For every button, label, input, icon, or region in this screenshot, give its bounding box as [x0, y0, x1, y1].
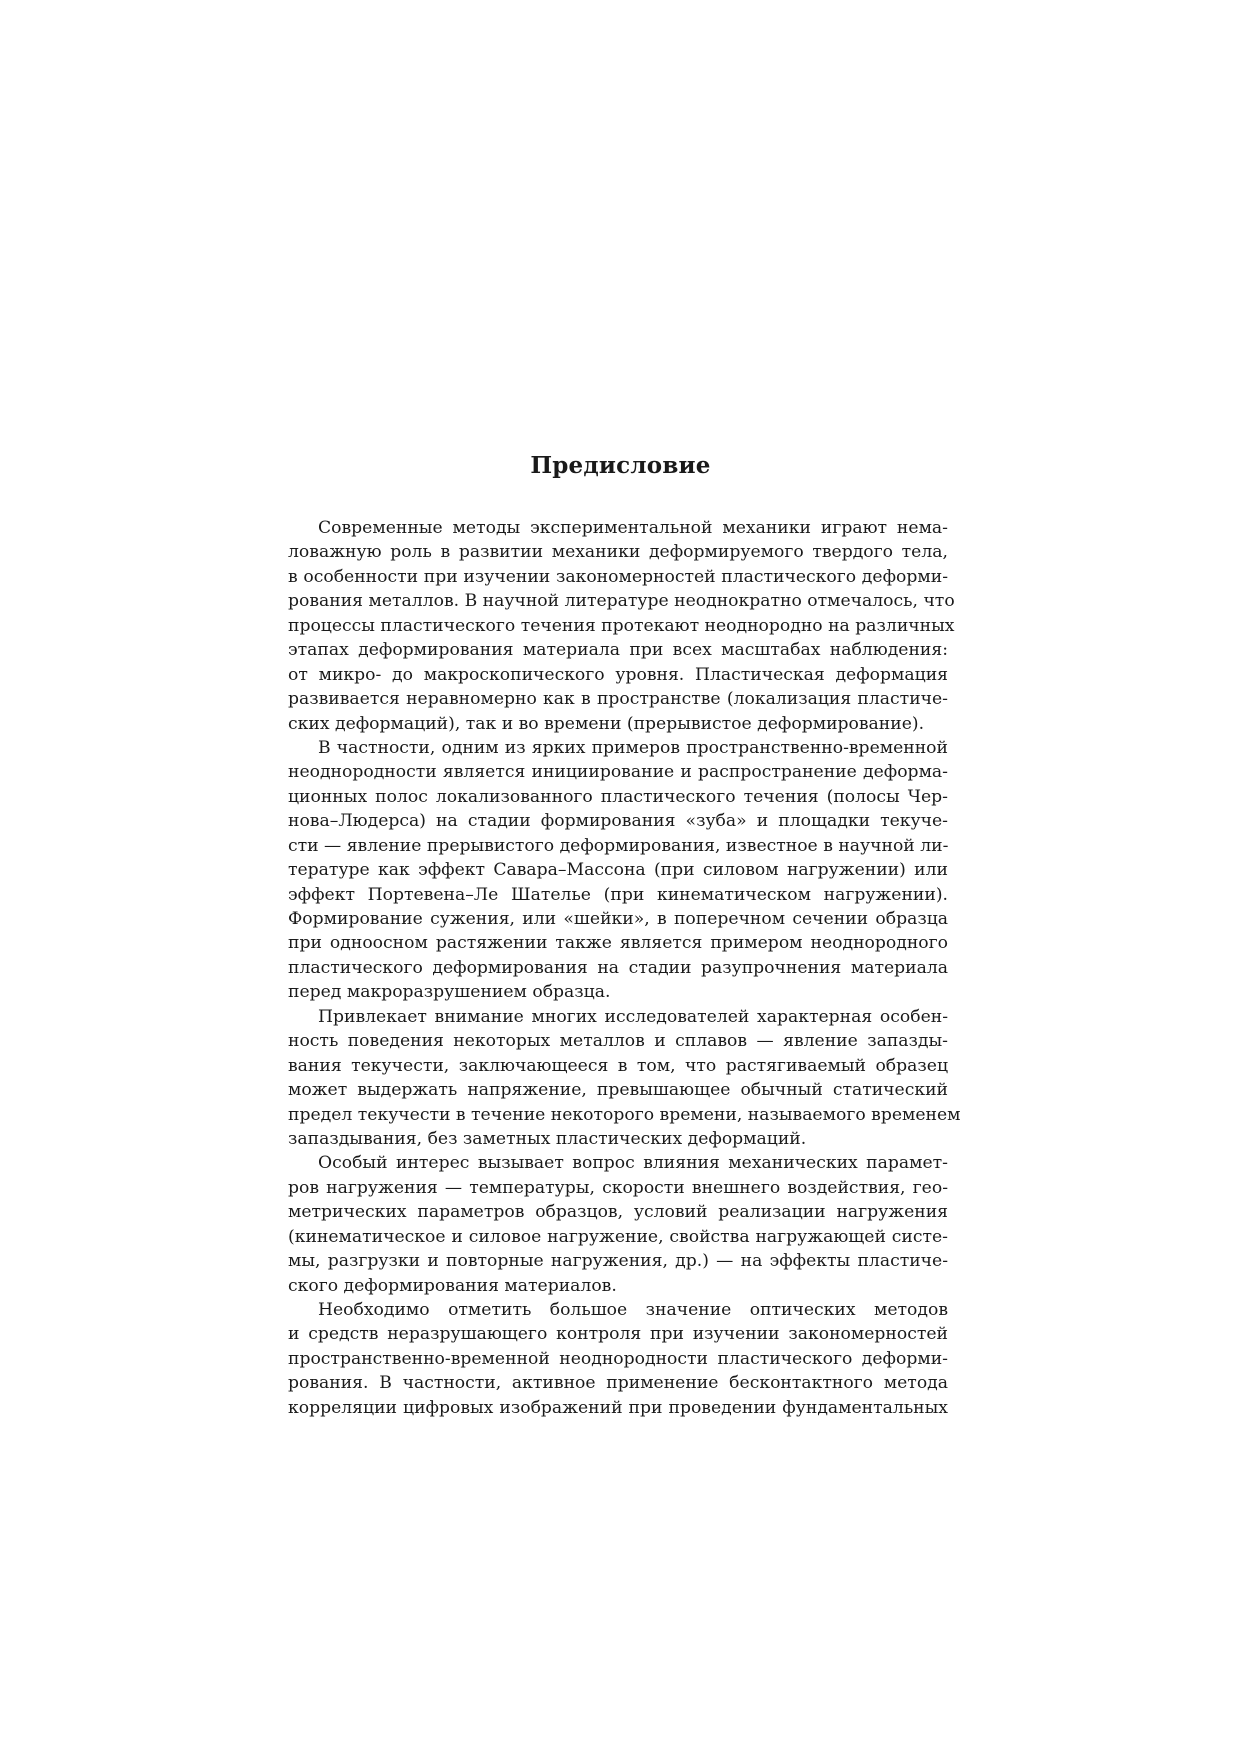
- text-line: ловажную роль в развитии механики деформируемого твердого тела,: [288, 542, 948, 563]
- text-line: ских деформаций), так и во времени (прерывистое деформирование).: [288, 713, 925, 734]
- text-line: нова–Людерса) на стадии формирования «зуба» и площадки текуче-: [288, 811, 948, 832]
- text-line: перед макроразрушением образца.: [288, 982, 611, 1003]
- page-title: Предисловие: [530, 452, 711, 479]
- text-line: сти — явление прерывистого деформирования, известное в научной ли-: [288, 835, 949, 856]
- text-line: метрических параметров образцов, условий реализации нагружения: [288, 1202, 948, 1223]
- text-line: Привлекает внимание многих исследователей характерная особен-: [318, 1006, 948, 1027]
- text-line: предел текучести в течение некоторого времени, называемого временем: [288, 1104, 961, 1125]
- text-line: и средств неразрушающего контроля при изучении закономерностей: [288, 1324, 948, 1345]
- text-line: в особенности при изучении закономерностей пластического деформи-: [288, 566, 948, 587]
- text-line: ционных полос локализованного пластического течения (полосы Чер-: [288, 786, 948, 807]
- text-line: мы, разгрузки и повторные нагружения, др.) — на эффекты пластиче-: [288, 1251, 948, 1272]
- text-line: ского деформирования материалов.: [288, 1275, 617, 1296]
- text-line: ров нагружения — температуры, скорости внешнего воздействия, гео-: [288, 1177, 948, 1198]
- text-line: неоднородности является инициирование и распространение деформа-: [288, 762, 948, 783]
- text-line: ность поведения некоторых металлов и сплавов — явление запазды-: [288, 1031, 948, 1052]
- text-line: при одноосном растяжении также является примером неоднородного: [288, 933, 948, 954]
- paragraph: [288, 1151, 948, 1298]
- text-line: пластического деформирования на стадии разупрочнения материала: [288, 957, 948, 978]
- text-line: тературе как эффект Савара–Массона (при силовом нагружении) или: [288, 860, 948, 881]
- text-line: может выдержать напряжение, превышающее обычный статический: [288, 1080, 948, 1101]
- paragraph: [288, 516, 955, 736]
- paragraph: [288, 736, 948, 1005]
- text-line: рования. В частности, активное применение бесконтактного метода: [288, 1373, 948, 1394]
- text-line: корреляции цифровых изображений при проведении фундаментальных: [288, 1397, 948, 1418]
- text-line: Современные методы экспериментальной механики играют нема-: [318, 518, 948, 538]
- text-line: эффект Портевена–Ле Шателье (при кинематическом нагружении).: [288, 884, 948, 905]
- text-line: развивается неравномерно как в пространстве (локализация пластиче-: [288, 689, 948, 710]
- text-line: процессы пластического течения протекают неоднородно на различных: [288, 615, 955, 636]
- text-line: запаздывания, без заметных пластических деформаций.: [288, 1128, 807, 1149]
- text-line: от микро- до макроскопического уровня. Пластическая деформация: [288, 664, 948, 685]
- text-line: (кинематическое и силовое нагружение, свойства нагружающей систе-: [288, 1226, 948, 1247]
- paragraph: [288, 1005, 961, 1152]
- text-line: этапах деформирования материала при всех масштабах наблюдения:: [288, 640, 948, 661]
- text-line: рования металлов. В научной литературе неоднократно отмечалось, что: [288, 591, 955, 612]
- body-text: [288, 516, 961, 1420]
- text-line: Формирование сужения, или «шейки», в поперечном сечении образца: [288, 909, 948, 929]
- text-line: Необходимо отметить большое значение оптических методов: [318, 1300, 948, 1320]
- text-line: вания текучести, заключающееся в том, что растягиваемый образец: [288, 1055, 948, 1076]
- text-line: пространственно-временной неоднородности пластического деформи-: [288, 1348, 948, 1369]
- paragraph: [288, 1298, 948, 1420]
- text-line: Особый интерес вызывает вопрос влияния механических парамет-: [318, 1153, 948, 1174]
- text-line: В частности, одним из ярких примеров пространственно-временной: [318, 737, 948, 758]
